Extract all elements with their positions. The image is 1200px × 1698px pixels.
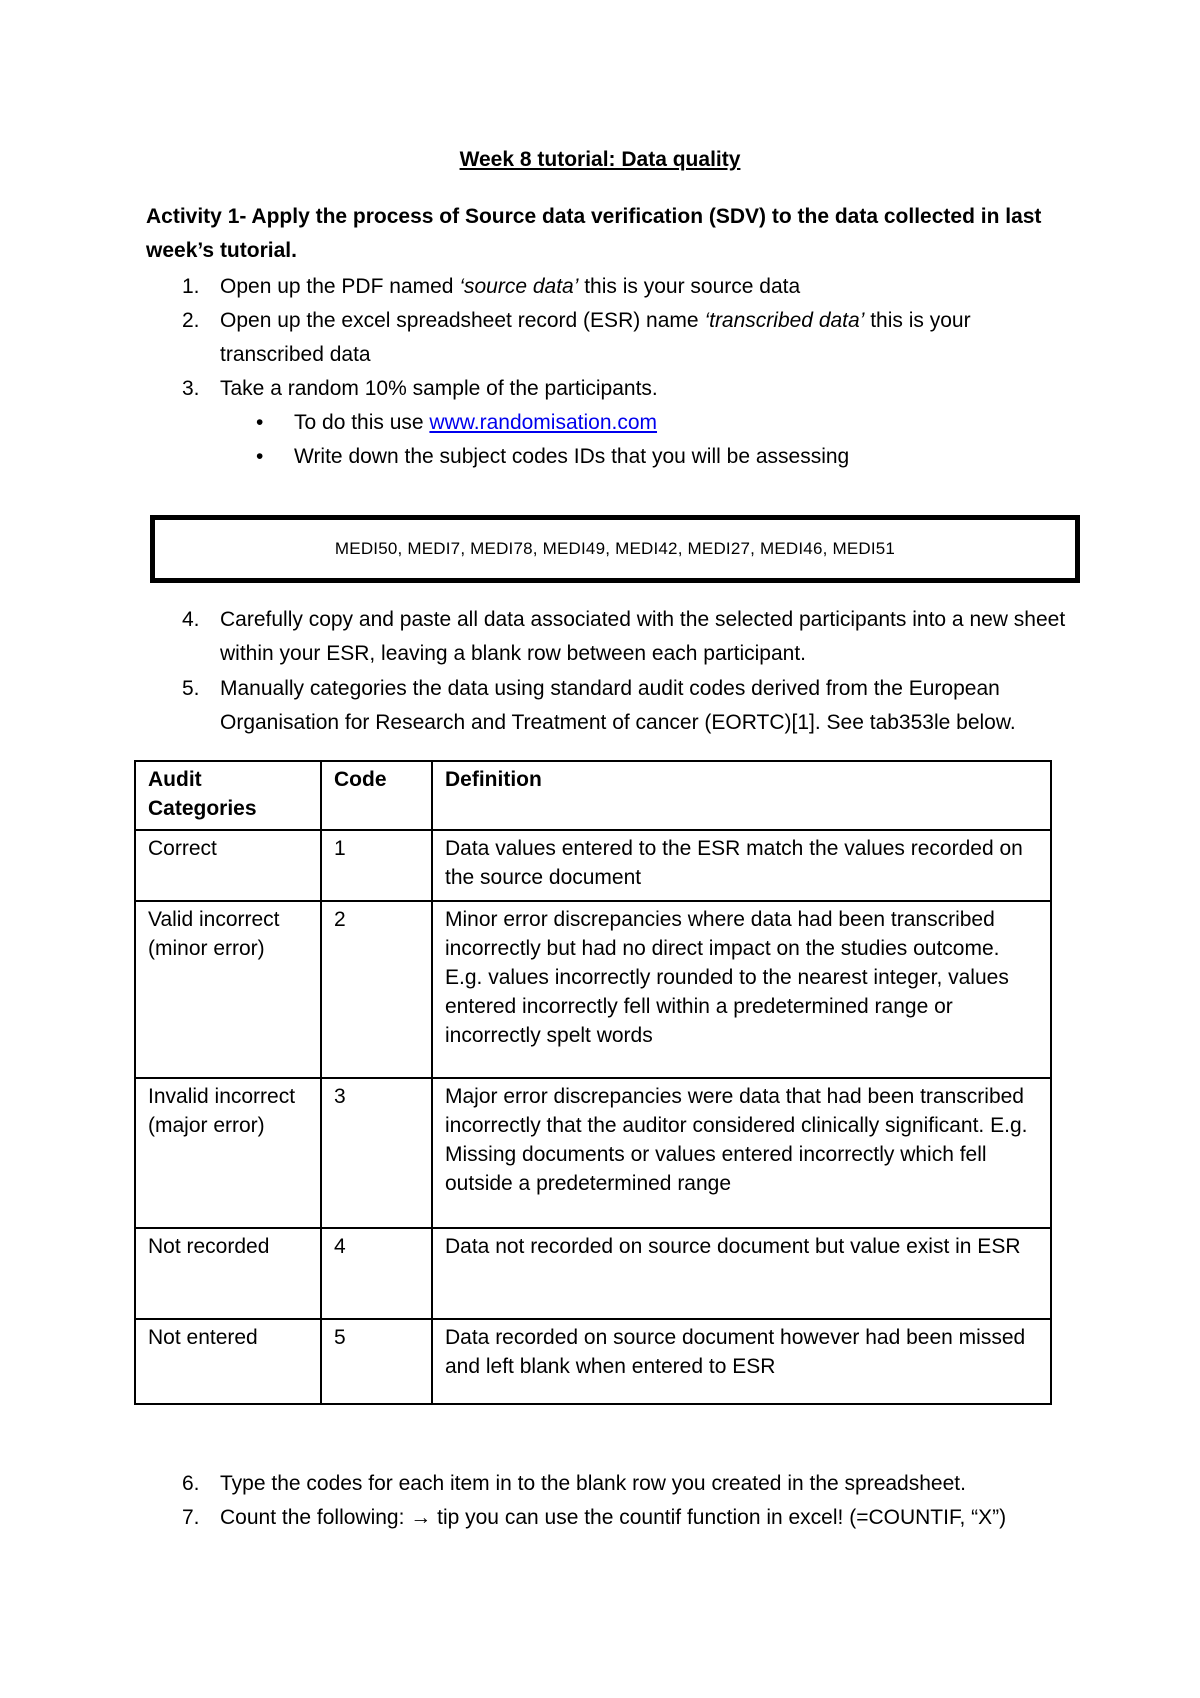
- bullet-dot: •: [256, 411, 264, 434]
- header-definition: Definition: [432, 761, 1051, 830]
- step-text: Take a random 10% sample of the participants.: [220, 377, 658, 400]
- table-row: [135, 1319, 1051, 1404]
- table-row: [135, 1078, 1051, 1228]
- cell-category: Not recorded: [135, 1228, 321, 1319]
- subject-ids-box: [150, 515, 1080, 583]
- cell-code: 3: [321, 1078, 432, 1228]
- step-text: Manually categories the data using standard audit codes derived from the European Organisation for Research and Treatment of cancer (EORTC)[1]. See tab353le below.: [220, 677, 1016, 734]
- cell-category: Not entered: [135, 1319, 321, 1404]
- cell-definition: Data not recorded on source document but value exist in ESR: [432, 1228, 1051, 1319]
- cell-code: 2: [321, 901, 432, 1078]
- step-number: 2.: [182, 309, 200, 332]
- table-header-row: [135, 761, 1051, 830]
- cell-category: Valid incorrect (minor error): [135, 901, 321, 1078]
- cell-definition: Data recorded on source document however had been missed and left blank when entered to ESR: [432, 1319, 1051, 1404]
- randomisation-link[interactable]: www.randomisation.com: [429, 411, 658, 434]
- cell-definition: Minor error discrepancies where data had been transcribed incorrectly but had no direct impact on the studies outcome. E.g. values incorrectly rounded to the nearest integer, values entered incorrectly fell within a predetermined range or incorrectly spelt words: [432, 901, 1051, 1078]
- step-text: Open up the PDF named ‘source data’ this is your source data: [220, 275, 801, 298]
- bullet-text: To do this use www.randomisation.com: [294, 411, 658, 434]
- step-number: 5.: [182, 677, 200, 700]
- step-number: 7.: [182, 1506, 200, 1529]
- step-text: Count the following: → tip you can use the countif function in excel! (=COUNTIF, “X”): [220, 1506, 1007, 1529]
- subject-ids: MEDI50, MEDI7, MEDI78, MEDI49, MEDI42, MEDI27, MEDI46, MEDI51: [334, 539, 896, 558]
- table-row: [135, 1228, 1051, 1319]
- step-text: Open up the excel spreadsheet record (ESR) name ‘transcribed data’ this is your transcribed data: [220, 309, 971, 366]
- audit-codes-table: [134, 760, 1052, 1405]
- step-number: 4.: [182, 608, 200, 631]
- cell-category: Invalid incorrect (major error): [135, 1078, 321, 1228]
- bullet-text: Write down the subject codes IDs that you will be assessing: [294, 445, 850, 468]
- bullet-dot: •: [256, 445, 264, 468]
- step-text: Carefully copy and paste all data associated with the selected participants into a new sheet within your ESR, leaving a blank row between each participant.: [220, 608, 1066, 665]
- cell-definition: Major error discrepancies were data that had been transcribed incorrectly that the auditor considered clinically significant. E.g. Missing documents or values entered incorrectly which fell outside a predetermined range: [432, 1078, 1051, 1228]
- step-number: 3.: [182, 377, 200, 400]
- page-title: Week 8 tutorial: Data quality: [459, 148, 741, 171]
- cell-code: 1: [321, 830, 432, 901]
- header-audit-categories: Audit Categories: [135, 761, 321, 830]
- table-row: [135, 830, 1051, 901]
- header-code: Code: [321, 761, 432, 830]
- cell-definition: Data values entered to the ESR match the values recorded on the source document: [432, 830, 1051, 901]
- step-number: 1.: [182, 275, 200, 298]
- cell-code: 5: [321, 1319, 432, 1404]
- cell-category: Correct: [135, 830, 321, 901]
- activity-heading: Activity 1- Apply the process of Source data verification (SDV) to the data collected in last week’s tutorial.: [146, 205, 1042, 262]
- step-number: 6.: [182, 1472, 200, 1495]
- cell-code: 4: [321, 1228, 432, 1319]
- step-text: Type the codes for each item in to the blank row you created in the spreadsheet.: [220, 1472, 966, 1495]
- table-row: [135, 901, 1051, 1078]
